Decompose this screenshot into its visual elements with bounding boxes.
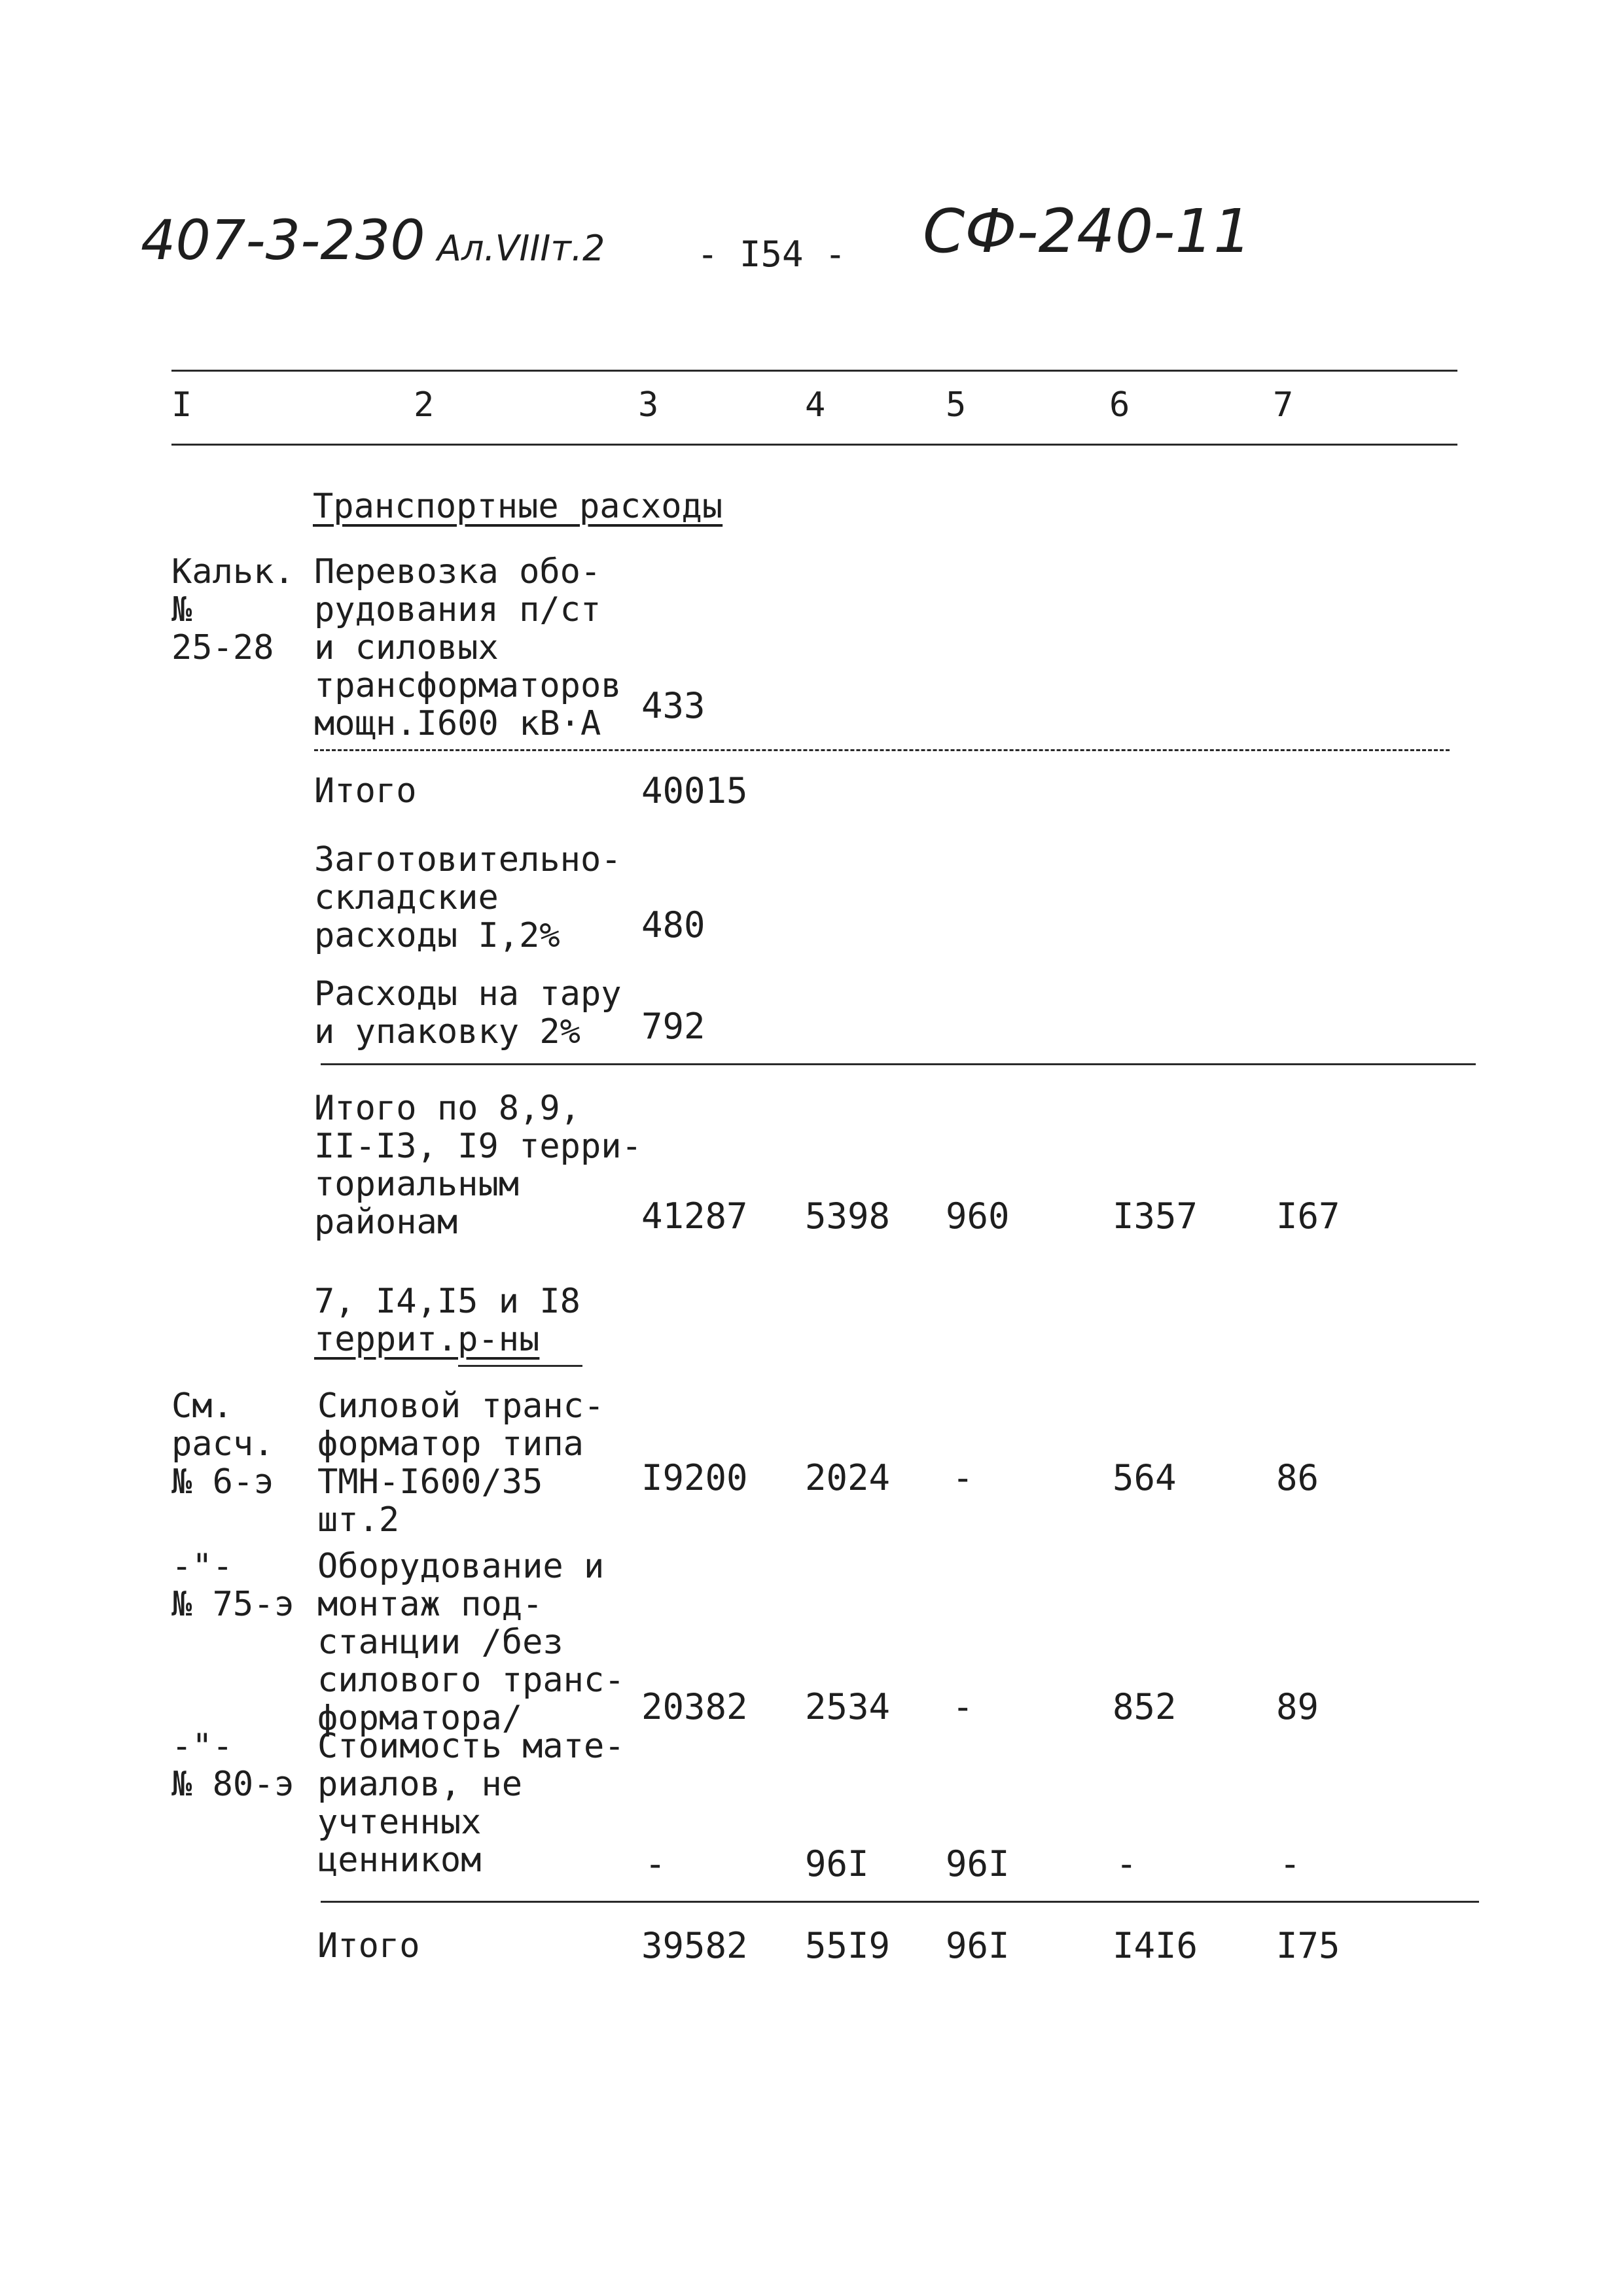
row-transformer-col4: 2024	[805, 1457, 891, 1498]
column-header-7: 7	[1273, 385, 1294, 425]
section-title-transport: Транспортные расходы	[313, 487, 723, 526]
row-equipment-col6: 852	[1113, 1686, 1177, 1727]
row-total-regions-col6: I357	[1113, 1195, 1198, 1237]
row-equipment-col7: 89	[1276, 1686, 1319, 1727]
row-total-regions-col4: 5398	[805, 1195, 891, 1237]
territory-title-underline	[458, 1365, 582, 1367]
row-transformer-col7: 86	[1276, 1457, 1319, 1498]
column-header-2: 2	[414, 385, 435, 425]
row-equipment-col4: 2534	[805, 1686, 891, 1727]
row-equipment-col3: 20382	[641, 1686, 748, 1727]
row-warehouse-col3: 480	[641, 904, 705, 945]
column-header-1: I	[171, 385, 192, 425]
row-total-regions-name: Итого по 8,9, II-I3, I9 терри- ториальным районам	[314, 1089, 642, 1242]
row-materials-col7: -	[1279, 1843, 1301, 1884]
column-header-6: 6	[1109, 385, 1130, 425]
section-title-territory-line1: 7, I4,I5 и I8	[314, 1282, 580, 1321]
sheet-reference: Ал.VIIIт.2	[437, 228, 605, 269]
row-total2-name: Итого	[317, 1926, 420, 1966]
row-total1-col3: 40015	[641, 770, 748, 811]
row-total2-col7: I75	[1276, 1925, 1340, 1966]
row-warehouse-name: Заготовительно- складские расходы I,2%	[314, 840, 622, 955]
row-transformer-col5: -	[952, 1457, 974, 1498]
row-materials-col6: -	[1116, 1843, 1137, 1884]
row-packing-name: Расходы на тару и упаковку 2%	[314, 974, 622, 1051]
row-transformer-col3: I9200	[641, 1457, 748, 1498]
row-packing-col3: 792	[641, 1006, 705, 1047]
row-equipment-col5: -	[952, 1686, 974, 1727]
column-header-5: 5	[946, 385, 967, 425]
row-total-regions-col5: 960	[946, 1195, 1010, 1237]
row-materials-ref: -"- № 80-э	[171, 1727, 294, 1804]
row-transformer-col6: 564	[1113, 1457, 1177, 1498]
divider-dashed-1	[314, 749, 1450, 751]
divider-rule-2	[321, 1901, 1479, 1903]
row-total1-name: Итого	[314, 771, 417, 811]
row-equipment-ref: -"- № 75-э	[171, 1547, 294, 1624]
row-total-regions-col7: I67	[1276, 1195, 1340, 1237]
row-transport-name: Перевозка обо- рудования п/ст и силовых трансформаторов мощн.I600 кВ·А	[314, 552, 622, 743]
archive-stamp: СФ-240-11	[923, 196, 1252, 266]
row-equipment-name: Оборудование и монтаж под- станции /без силового транс- форматора/	[317, 1547, 625, 1738]
row-materials-name: Стоимость мате- риалов, не учтенных ценником	[317, 1727, 625, 1880]
section-title-territory-line2: террит.р-ны	[314, 1320, 540, 1359]
row-materials-col4: 96I	[805, 1843, 869, 1884]
page-number: - I54 -	[697, 234, 846, 275]
divider-rule-1	[321, 1063, 1476, 1065]
header-top-rule	[171, 370, 1457, 372]
row-total2-col4: 55I9	[805, 1925, 891, 1966]
header-bottom-rule	[171, 444, 1457, 446]
column-header-3: 3	[638, 385, 659, 425]
row-transport-ref: Кальк. № 25-28	[171, 552, 294, 667]
row-transformer-name: Силовой транс- форматор типа ТМН-I600/35 шт.2	[317, 1386, 605, 1540]
row-total2-col5: 96I	[946, 1925, 1010, 1966]
row-transformer-ref: См. расч. № 6-э	[171, 1386, 274, 1502]
row-materials-col3: -	[645, 1843, 666, 1884]
row-total-regions-col3: 41287	[641, 1195, 748, 1237]
row-total2-col6: I4I6	[1113, 1925, 1198, 1966]
document-code: 407-3-230	[141, 208, 425, 272]
column-header-4: 4	[805, 385, 826, 425]
row-materials-col5: 96I	[946, 1843, 1010, 1884]
row-transport-col3: 433	[641, 685, 705, 726]
row-total2-col3: 39582	[641, 1925, 748, 1966]
